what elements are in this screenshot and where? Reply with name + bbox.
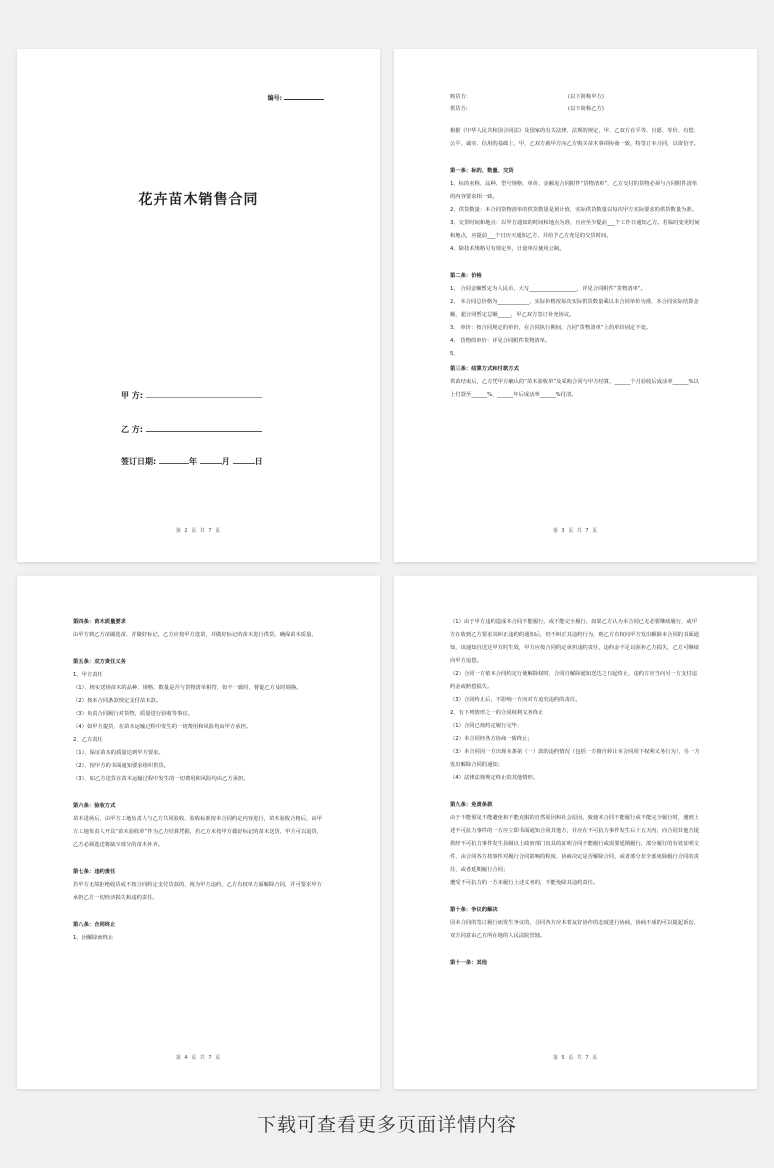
party-b-blank: [146, 423, 262, 432]
article-title: 第八条：合同终止: [73, 922, 116, 928]
article-title: 第十条：争议的解决: [450, 907, 498, 913]
party-a-label: 甲 方:: [121, 391, 143, 400]
clause: 苗木进场后，由甲方工地负责人与乙方共同验收，验收标准按本合同约定内容进行，苗木验收合格后，由甲方工地负责人开具“苗木验收单”作为乙方结算凭据，若乙方未按甲方做好标记的苗木送货，甲方可以退货，乙方必须选送将缺少部分的苗木补齐。: [73, 816, 323, 848]
intro-paragraph: 根据《中华人民共和国合同法》及国家的有关法律、法规的规定，甲、乙双方在平等、自愿、等价、有偿、公平、诚实、信用的基础上，甲、乙双方就甲方向乙方购买苗木事项协商一致，特签订本合同，以资信守。: [450, 128, 699, 147]
clause: 1、 合同金额暂定为人民币，大写__________________，详见合同附件“货物清单”。: [450, 286, 646, 292]
article-title: 第五条：双方责任义务: [73, 659, 126, 665]
month-blank: [200, 455, 222, 464]
clause: 由于不能预见不能避免和不能克服的自然原因和社会原因，致使本合同不能履行或不能完全履行时，遇到上述不可抗力事件的一方应立即书面通知合同其他方，并应在不可抗力事件发生后十五天内，向合同其他方提供经不可抗力事件发生县级以上政府部门出具的证明合同不能履行或需要延期履行，部分履行的有效证明文件，由合同各方按事件对履行合同影响的程度，协商决定是否解除合同，或者部分非全部免除履行合同的责任，或者延期履行合同；: [450, 815, 699, 873]
page-body: [450, 91, 701, 402]
party-a-line: [121, 389, 262, 401]
clause: 5、: [450, 351, 459, 357]
clause: 1、甲方责任: [73, 672, 103, 678]
clause: 4、 货物的单价：详见合同附件货物清单。: [450, 338, 551, 344]
clause: 2、乙方责任: [73, 737, 103, 743]
buyer-row: [450, 91, 701, 103]
page-footer: 第 3 页 共 7 页: [552, 528, 599, 534]
clause: 1、因解除而终止: [73, 935, 114, 941]
contract-number-blank: [284, 93, 324, 100]
article-title: 第六条：验收方式: [73, 803, 116, 809]
contract-page-3: [17, 576, 380, 1089]
article-title: 第二条：价格: [450, 273, 482, 279]
page-footer: 第 4 页 共 7 页: [175, 1055, 222, 1061]
day-blank: [233, 455, 255, 464]
article-title: 第七条：违约责任: [73, 869, 116, 875]
page-footer: 第 5 页 共 7 页: [552, 1055, 599, 1061]
clause: 4、除技术规格另有规定外，计量单位使用公制。: [450, 246, 565, 252]
clause: （1）、核实送场苗木的品种、规格、数量是否与货物清单相符，如不一致时，督促乙方及时调换。: [73, 685, 302, 691]
year-blank: [159, 455, 189, 464]
article-title: 第一条：标的、数量、交货: [450, 168, 514, 174]
download-banner[interactable]: 下载可查看更多页面详情内容: [256, 1114, 517, 1136]
page-body: [450, 616, 701, 970]
clause: （2）按本合同条款规定支付苗木款。: [73, 698, 162, 704]
clause: 因本合同的签订履行而发生争议的，合同各方应本着友好协作的态度进行协商，协商不成的可以提起诉讼，双方同意由乙方所在地的人民法院管辖。: [450, 920, 699, 939]
buyer-note: (以下简称甲方): [568, 94, 604, 100]
clause: 1、标的名称、品种、型号规格、单价、金额见合同附件“货物清单”，乙方交付的货物必须与合同附件清单的内容要求相一致。: [450, 181, 698, 200]
cover-page: [17, 49, 380, 562]
seller-row: [450, 103, 701, 115]
clause: 3、 单价：按合同规定的单价，在合同执行期间，合同“货物清单”上的单价固定不变。: [450, 325, 652, 331]
clause: （1）、保证苗木的质量达到甲方要求。: [73, 750, 164, 756]
party-a-blank: [146, 389, 262, 398]
clause: 由甲方到乙方苗圃选苗，并做好标记，乙方应按甲方选苗，并做好标记的苗木进行供货，确保苗木质量。: [73, 632, 317, 638]
article-title: 第四条：苗木质量要求: [73, 619, 126, 625]
clause: （2）本合同经各方协商一致终止；: [450, 736, 533, 742]
month-label: 月: [221, 457, 230, 466]
contract-number-label: 编号:: [267, 95, 282, 102]
clause: 2、有下列情形之一的合同权利义务终止: [450, 710, 544, 716]
clause: （2）合同一方依本合同约定行使解除权时，合同自解除通知送达之日起终止，违约方应当向另一方支付违约金或赔偿损失。: [450, 671, 698, 690]
clause: （4）如甲方提货，在苗木运输过程中发生的一切费用和风险均由甲方承担。: [73, 724, 252, 730]
sign-date-label: 签订日期:: [121, 457, 157, 466]
clause: 2、 本合同总价格为____________，实际价格按每次实际供货数量乘以本合同单价为准，本合同实际结算金额，超合同暂定总额_____，甲乙双方签订补充协议。: [450, 299, 699, 318]
clause: 遭受不可抗力的一方未履行上述义务的，不能免除其违约责任。: [450, 880, 599, 886]
clause: （3）本合同因一方出现本条第（一）款的违约情况（包括一方擅自转让本合同项下权利义务行为），另一方发出解除合同的通知；: [450, 749, 700, 768]
clause: （1）由于甲方违约造成本合同不能履行，或不能完全履行。如果乙方认为本合同已无必要继续履行，或甲方在收到乙方要求其纠正违约的通知后，仍不纠正其违约行为，则乙方有权向甲方发出解除本合同的书面通知，该通知自送达甲方时生效，甲方应按合同约定承担违约责任，违约金不足以弥补乙方损失，乙方可继续向甲方追偿。: [450, 619, 699, 664]
clause: （2）、按甲方的书面通知要求组织供货。: [73, 763, 170, 769]
seller-label: 供货方:: [450, 106, 468, 112]
party-b-label: 乙 方:: [121, 425, 143, 434]
day-label: 日: [254, 457, 263, 466]
clause: （3）负责合同履行对货物，质量进行验收等事宜。: [73, 711, 193, 717]
contract-page-2: [394, 49, 757, 562]
party-b-line: [121, 423, 262, 435]
seller-note: (以下简称乙方): [568, 106, 604, 112]
buyer-label: 购货方:: [450, 94, 468, 100]
contract-title: 花卉苗木销售合同: [138, 192, 259, 208]
clause: 供苗结束后，乙方凭甲方确认的“苗木验收单”及采购合同与甲方结算，______个月验收后成活率______%以上付款至______%，______年后成活率______%付清。: [450, 379, 699, 398]
clause: （1）合同已按约定履行完毕；: [450, 723, 523, 729]
clause: （3）合同终止后，不影响一方向对方追究违约的责任。: [450, 697, 581, 703]
year-label: 年: [189, 457, 197, 466]
clause: 2、供货数量：本合同货物清单的供货数量是预计值，实际供货数量以每次甲方实际要求的供货数量为准。: [450, 207, 698, 213]
article-title: 第三条：结算方式和付款方式: [450, 366, 519, 372]
clause: 若甲方无故拒绝收货或不按合同约定支付货款的，视为甲方违约，乙方有权单方面解除合同，并可要求甲方承担乙方一切经济损失和违约责任。: [73, 882, 322, 901]
article-title: 第十一条：其他: [450, 960, 488, 966]
page-body: [73, 616, 324, 945]
clause: 3、交货时间和地点：以甲方通知的时间和地点为准，且应至少提前___个工作日通知乙方。若临时变更时间和地点，应提前___个日历天通知乙方，并给予乙方充足的交货时间。: [450, 220, 700, 239]
contract-page-4: [394, 576, 757, 1089]
sign-date-line: [121, 455, 263, 467]
article-title: 第九条：免责条款: [450, 802, 493, 808]
clause: （3）、如乙方送货在苗木运输过程中发生的一切费用和风险均由乙方承担。: [73, 776, 249, 782]
clause: （4）法律法规规定终止的其他情形。: [450, 775, 539, 781]
contract-number: [268, 93, 324, 102]
page-footer: 第 2 页 共 7 页: [175, 528, 222, 534]
